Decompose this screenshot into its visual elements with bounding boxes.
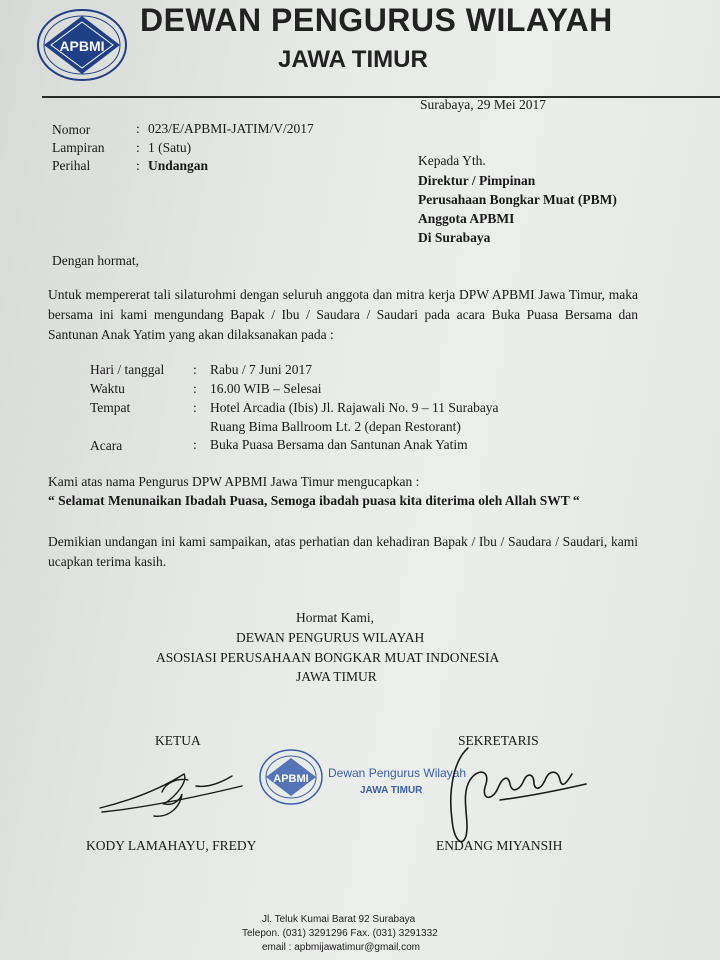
sign-off-line: DEWAN PENGURUS WILAYAH (236, 630, 425, 645)
event-sep: : (193, 400, 197, 415)
meta-label-nomor: Nomor (52, 122, 91, 137)
header-divider (42, 96, 720, 98)
meta-value-lampiran: 1 (Satu) (148, 140, 192, 155)
signatory-right-name: ENDANG MIYANSIH (436, 838, 563, 853)
closing-paragraph: Demikian undangan ini kami sampaikan, atas perhatian dan kehadiran Bapak / Ibu / Saudara / Saudari, kami ucapkan terima kasih. (48, 534, 638, 569)
greeting-line: Kami atas nama Pengurus DPW APBMI Jawa Timur mengucapkan : (48, 474, 420, 489)
place-date: Surabaya, 29 Mei 2017 (420, 97, 546, 112)
footer-line: Telepon. (031) 3291296 Fax. (031) 3291332 (242, 928, 438, 939)
meta-sep: : (136, 140, 140, 155)
body-paragraph: Untuk mempererat tali silaturohmi dengan seluruh anggota dan mitra kerja DPW APBMI Jawa Timur, maka bersama ini kami mengundang Bapak / Ibu / Saudara / Saudari pada acara Buka Puasa Bersama dan Santunan Anak Yatim yang akan dilaksanakan pada : (48, 287, 638, 342)
meta-label-lampiran: Lampiran (52, 140, 105, 155)
recipient-line: Di Surabaya (418, 230, 491, 245)
signatory-right-role: SEKRETARIS (458, 733, 539, 748)
sign-off-line: ASOSIASI PERUSAHAAN BONGKAR MUAT INDONESIA (156, 650, 500, 665)
recipient-line: Direktur / Pimpinan (418, 173, 536, 188)
ramadan-quote: “ Selamat Menunaikan Ibadah Puasa, Semoga ibadah puasa kita diterima oleh Allah SWT “ (48, 493, 580, 508)
recipient-intro: Kepada Yth. (418, 153, 486, 168)
meta-value-nomor: 023/E/APBMI-JATIM/V/2017 (148, 121, 314, 136)
signatory-left-name: KODY LAMAHAYU, FREDY (86, 838, 257, 853)
event-value-time: 16.00 WIB – Selesai (210, 381, 322, 396)
event-sep: : (193, 362, 197, 377)
letterhead-title: DEWAN PENGURUS WILAYAH (140, 2, 613, 38)
apbmi-logo-icon (36, 8, 128, 82)
meta-label-perihal: Perihal (52, 158, 91, 173)
meta-sep: : (136, 121, 140, 136)
event-value-place: Hotel Arcadia (Ibis) Jl. Rajawali No. 9 – 11 Surabaya (210, 400, 499, 415)
greeting: Dengan hormat, (52, 253, 139, 268)
footer-line: Jl. Teluk Kumai Barat 92 Surabaya (262, 914, 416, 925)
letterhead-subtitle: JAWA TIMUR (278, 46, 428, 73)
event-label-time: Waktu (90, 381, 125, 396)
letterhead-logo (36, 8, 128, 82)
event-value-agenda: Buka Puasa Bersama dan Santunan Anak Yatim (210, 437, 468, 452)
stamp-logo-icon (258, 748, 324, 806)
signature-left-icon (92, 752, 262, 832)
event-sep: : (193, 437, 197, 452)
recipient-line: Perusahaan Bongkar Muat (PBM) (418, 192, 617, 207)
signatory-left-role: KETUA (155, 733, 201, 748)
stamp-line-2: JAWA TIMUR (360, 785, 423, 796)
logo-text: APBMI (59, 38, 105, 54)
meta-value-perihal: Undangan (148, 158, 209, 173)
event-label-place: Tempat (90, 400, 131, 415)
event-value-place-line2: Ruang Bima Ballroom Lt. 2 (depan Restorant) (210, 419, 461, 434)
sign-off-line: JAWA TIMUR (296, 669, 377, 684)
recipient-line: Anggota APBMI (418, 211, 515, 226)
stamp-line-1: Dewan Pengurus Wilayah (328, 766, 467, 780)
sign-off-line: Hormat Kami, (296, 610, 374, 625)
event-label-date: Hari / tanggal (90, 362, 165, 377)
footer-line: email : apbmijawatimur@gmail.com (262, 942, 420, 953)
meta-sep: : (136, 158, 140, 173)
event-sep: : (193, 381, 197, 396)
event-label-agenda: Acara (90, 438, 123, 453)
stamp-logo-text: APBMI (273, 773, 309, 785)
event-value-date: Rabu / 7 Juni 2017 (210, 362, 313, 377)
